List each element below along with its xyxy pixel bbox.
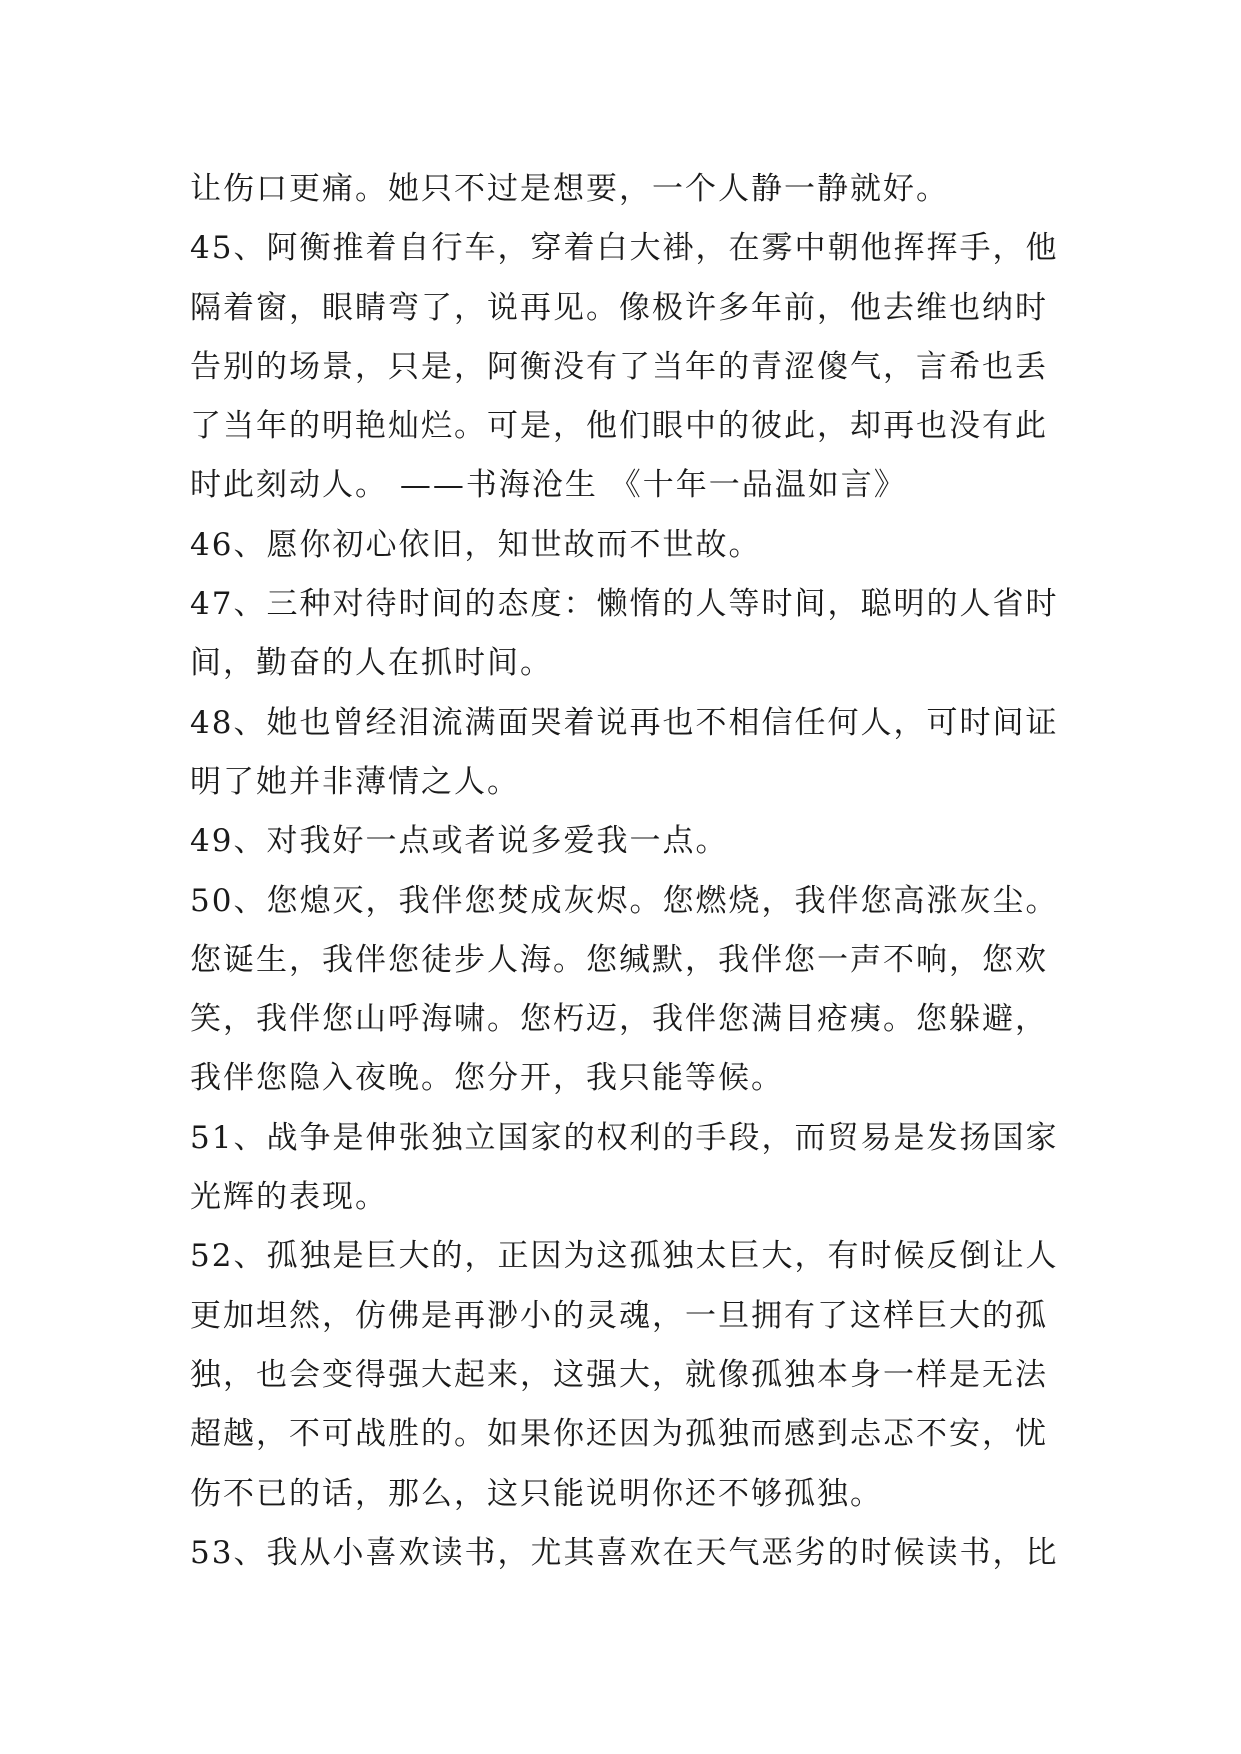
text-line: 50、您熄灭，我伴您焚成灰烬。您燃烧，我伴您高涨灰尘。 [190,882,1059,919]
text-line: 笑，我伴您山呼海啸。您朽迈，我伴您满目疮痍。您躲避， [190,1001,1048,1038]
document-body [190,160,1059,1583]
text-line: 伤不已的话，那么，这只能说明你还不够孤独。 [190,1475,883,1512]
text-line: 48、她也曾经泪流满面哭着说再也不相信任何人，可时间证 [190,704,1059,741]
text-line: 52、孤独是巨大的，正因为这孤独太巨大，有时候反倒让人 [190,1238,1059,1275]
text-line: 隔着窗，眼睛弯了，说再见。像极许多年前，他去维也纳时 [190,289,1048,326]
text-line: 光辉的表现。 [190,1179,388,1216]
text-line: 让伤口更痛。她只不过是想要，一个人静一静就好。 [190,171,949,207]
text-line: 我伴您隐入夜晚。您分开，我只能等候。 [190,1060,784,1097]
text-line: 53、我从小喜欢读书，尤其喜欢在天气恶劣的时候读书，比 [190,1534,1059,1571]
text-line: 间，勤奋的人在抓时间。 [190,645,553,682]
text-line: 您诞生，我伴您徒步人海。您缄默，我伴您一声不响，您欢 [190,941,1048,978]
text-line: 告别的场景，只是，阿衡没有了当年的青涩傻气，言希也丢 [190,348,1048,385]
text-line: 47、三种对待时间的态度：懒惰的人等时间，聪明的人省时 [190,586,1059,623]
text-line: 独，也会变得强大起来，这强大，就像孤独本身一样是无法 [190,1356,1048,1393]
text-line: 明了她并非薄情之人。 [190,763,520,800]
text-line: 46、愿你初心依旧，知世故而不世故。 [190,526,762,563]
text-line: 超越，不可战胜的。如果你还因为孤独而感到忐忑不安，忧 [190,1416,1048,1453]
text-line: 更加坦然，仿佛是再渺小的灵魂，一旦拥有了这样巨大的孤 [190,1297,1048,1334]
text-line: 时此刻动人。 ——书海沧生 《十年一品温如言》 [190,467,907,504]
text-line: 了当年的明艳灿烂。可是，他们眼中的彼此，却再也没有此 [190,408,1048,445]
text-line: 49、对我好一点或者说多爱我一点。 [190,823,729,860]
text-line: 45、阿衡推着自行车，穿着白大褂，在雾中朝他挥挥手，他 [190,230,1059,267]
text-line: 51、战争是伸张独立国家的权利的手段，而贸易是发扬国家 [190,1119,1059,1156]
